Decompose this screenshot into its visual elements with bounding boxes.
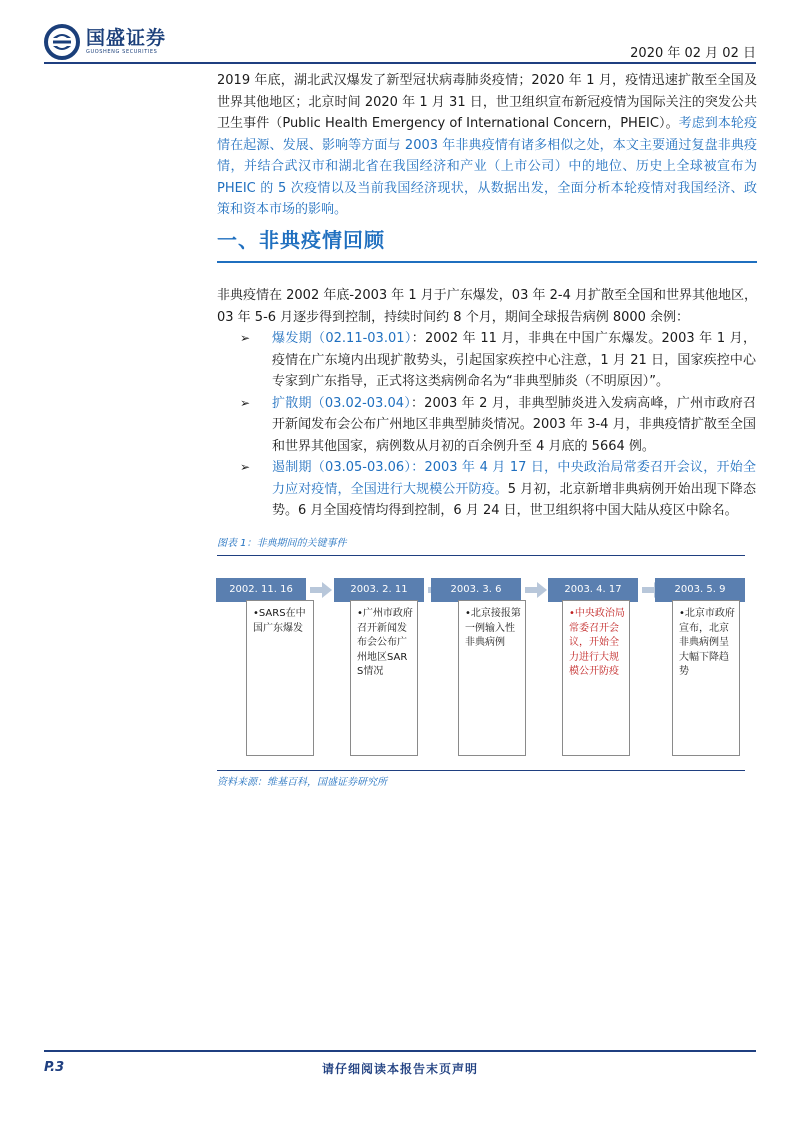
list-item <box>240 328 756 393</box>
company-logo <box>44 24 166 60</box>
event-card: •广州市政府召开新闻发布会公布广州地区SARS情况 <box>350 600 418 756</box>
page-number: P.3 <box>44 1060 65 1075</box>
section-title: 一、非典疫情回顾 <box>217 228 385 252</box>
footer-disclaimer: 请仔细阅读本报告末页声明 <box>321 1062 478 1076</box>
phase-label: 扩散期（03.02-03.04） <box>272 395 411 411</box>
intro-text: 2019 年底，湖北武汉爆发了新型冠状病毒肺炎疫情；2020 年 1 月，疫情迅速扩散至全国及世界其他地区；北京时间 2020 年 1 月 31 日，世卫组织宣布新冠疫情为国际关注的突发公共卫生事件（Public Health Emergency of International Concern，PHEIC）。 <box>217 73 757 131</box>
timeline-date: 2003. 4. 17 <box>548 578 638 602</box>
header-divider <box>44 62 756 64</box>
page-header <box>44 24 756 60</box>
list-item <box>240 457 756 522</box>
arrow-bullet-icon: ➢ <box>240 395 251 410</box>
intro-paragraph <box>217 70 757 221</box>
phase-list <box>240 328 756 522</box>
event-card: •SARS在中国广东爆发 <box>246 600 314 756</box>
section-divider <box>217 261 757 263</box>
phase-text: 5 月初，北京新增非典病例开始出现下降态势。6 月全国疫情均得到控制，6 月 24 日，世卫组织将中国大陆从疫区中除名。 <box>272 481 756 518</box>
phase-label: 爆发期（02.11-03.01） <box>272 331 412 346</box>
summary-paragraph: 非典疫情在 2002 年底-2003 年 1 月于广东爆发，03 年 2-4 月扩散至全国和世界其他地区，03 年 5-6 月逐步得到控制，持续时间约 8 个月，期间全球报告病例 8000 余例： <box>217 288 757 325</box>
timeline-date: 2003. 2. 11 <box>334 578 424 602</box>
figure-top-rule <box>217 555 745 556</box>
timeline-arrow-icon <box>525 582 547 598</box>
arrow-bullet-icon: ➢ <box>240 460 251 474</box>
timeline-date: 2003. 5. 9 <box>655 578 745 602</box>
logo-name: 国盛证券 <box>86 27 167 49</box>
figure-title: 图表 1：非典期间的关键事件 <box>217 538 347 549</box>
phase-label: 遏制期（03.05-03.06） <box>272 460 412 475</box>
phase-highlight: ：2003 年 4 月 17 日，中央政治局常委召开会议，开始全力应对疫情，全国进行大规模公开防疫。 <box>272 460 756 497</box>
footer-divider <box>44 1050 756 1052</box>
timeline-date: 2002. 11. 16 <box>216 578 306 602</box>
logo-mark-icon <box>44 24 80 60</box>
list-item <box>240 393 756 458</box>
logo-name-en: GUOSHENG SECURITIES <box>86 49 158 55</box>
event-card: •北京市政府宣布，北京非典病例呈大幅下降趋势 <box>672 600 740 756</box>
event-card: •北京接报第一例输入性非典病例 <box>458 600 526 756</box>
phase-text: ：2003 年 2 月，非典型肺炎进入发病高峰，广州市政府召开新闻发布会公布广州地区非典型肺炎情况。2003 年 3-4 月，非典疫情扩散至全国和世界其他国家，病例数从月初的百余例升至 4 月底的 5664 例。 <box>272 395 756 454</box>
figure-bottom-rule <box>217 770 745 771</box>
report-date: 2020 年 02 月 02 日 <box>630 46 756 61</box>
arrow-bullet-icon: ➢ <box>240 331 251 345</box>
event-card: •中央政治局常委召开会议，开始全力进行大规模公开防疫 <box>562 600 630 756</box>
timeline-date: 2003. 3. 6 <box>431 578 521 602</box>
phase-text: ：2002 年 11 月，非典在中国广东爆发。2003 年 1 月，疫情在广东境内出现扩散势头，引起国家疾控中心注意，1 月 21 日，国家疾控中心专家到广东指导，正式将这类病例命名为“非典型肺炎（不明原因）”。 <box>272 331 757 389</box>
timeline-arrow-icon <box>310 582 332 598</box>
intro-highlight: 考虑到本轮疫情在起源、发展、影响等方面与 2003 年非典疫情有诸多相似之处，本文主要通过复盘非典疫情，并结合武汉市和湖北省在我国经济和产业（上市公司）中的地位、历史上全球被宣布为 PHEIC 的 5 次疫情以及当前我国经济现状，从数据出发，全面分析本轮疫情对我国经济、政策和资本市场的影响。 <box>217 116 757 217</box>
figure-source: 资料来源：维基百科，国盛证券研究所 <box>217 777 387 788</box>
